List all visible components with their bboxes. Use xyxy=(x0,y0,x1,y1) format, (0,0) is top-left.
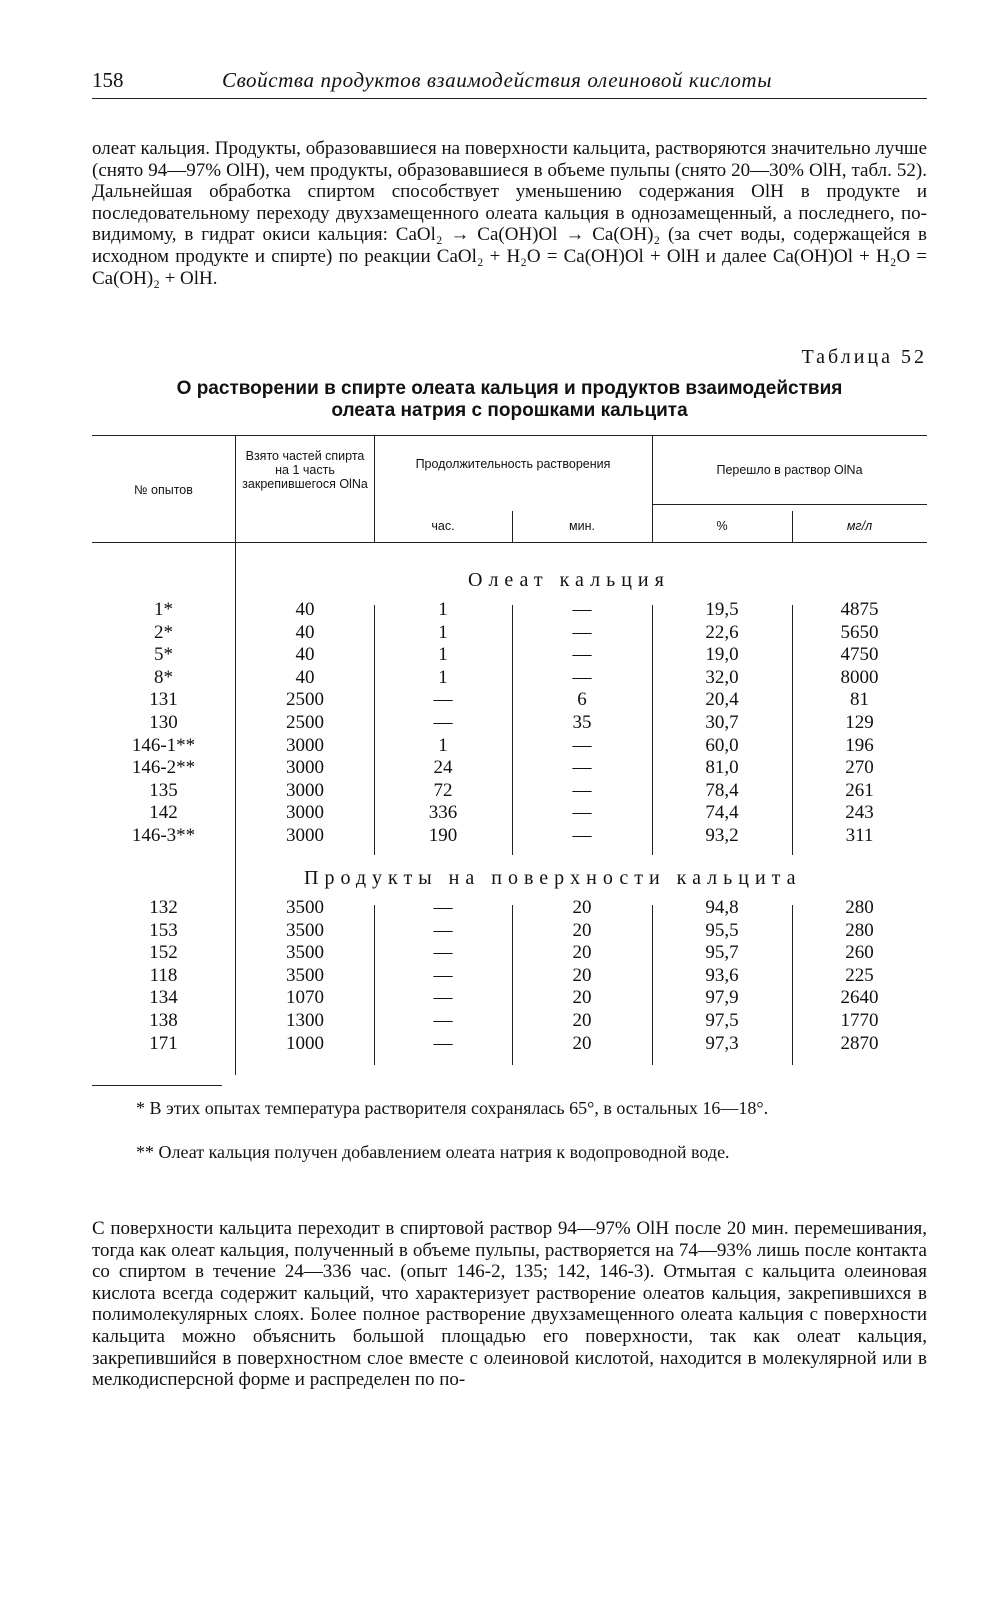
cell-hours: — xyxy=(433,919,453,941)
cell-hours: — xyxy=(433,987,453,1009)
cell-hours: — xyxy=(433,942,453,964)
cell-percent: 60,0 xyxy=(705,734,739,756)
cell-minutes: 20 xyxy=(572,942,592,964)
header-dissolved: Перешло в раствор OlNa xyxy=(716,463,863,477)
cell-mgl: 261 xyxy=(845,779,874,801)
section-label-calcium-oleate: Олеат кальция xyxy=(468,569,670,591)
cell-experiment: 5* xyxy=(154,644,173,666)
cell-hours: — xyxy=(433,964,453,986)
cell-hours: — xyxy=(433,897,453,918)
cell-mgl: 311 xyxy=(845,824,874,846)
cell-minutes: — xyxy=(572,802,592,824)
running-head xyxy=(92,64,927,99)
cell-percent: 32,0 xyxy=(705,666,739,688)
cell-percent: 93,2 xyxy=(705,824,739,846)
cell-mgl: 270 xyxy=(845,757,874,779)
cell-parts: 40 xyxy=(295,621,315,643)
cell-parts: 3000 xyxy=(286,779,324,801)
paragraph-discussion: С поверхности кальцита переходит в спиртовой раствор 94—97% OlH после 20 мин. перемешивания, тогда как олеат кальция, полученный в объеме пульпы, растворяется на 74—93% лишь после контакта со спиртом в течение 24—336 час. (опыт 146-2, 135; 142, 146-3). Отмытая с кальцита олеиновая кислота всегда содержит кальций, что характеризует растворение олеатов кальция, закрепившихся в полимолекулярных слоях. Более полное растворение двухзамещенного олеата кальция с поверхности кальцита можно объяснить большой площадью его поверхности, так как олеат кальция, закрепившийся в поверхностном слое вместе с олеиновой кислотой, находится в молекулярной или в мелкодисперсной форме и распределен по по- xyxy=(92,1218,927,1391)
column-minutes xyxy=(512,599,652,848)
running-title: Свойства продуктов взаимодействия олеиновой кислоты xyxy=(222,68,773,92)
table-header-rule xyxy=(92,542,927,543)
cell-experiment: 138 xyxy=(149,1009,178,1031)
cell-minutes: — xyxy=(572,757,592,779)
footnote-2: ** Олеат кальция получен добавлением олеата натрия к водопроводной воде. xyxy=(136,1142,730,1162)
header-experiments: № опытов xyxy=(134,483,193,497)
cell-minutes: — xyxy=(572,824,592,846)
section-label-surface-products: Продукты на поверхности кальцита xyxy=(304,867,802,889)
footnote-rule xyxy=(92,1085,222,1086)
cell-parts: 1000 xyxy=(286,1032,324,1054)
cell-experiment: 146-1** xyxy=(131,734,196,756)
cell-minutes: 20 xyxy=(572,987,592,1009)
column-mgl xyxy=(792,897,927,1055)
cell-experiment: 142 xyxy=(149,802,178,824)
cell-mgl: 243 xyxy=(845,802,874,824)
cell-parts: 40 xyxy=(295,644,315,666)
cell-percent: 30,7 xyxy=(705,711,739,733)
cell-minutes: 6 xyxy=(577,689,587,711)
cell-mgl: 81 xyxy=(850,689,869,711)
cell-minutes: — xyxy=(572,734,592,756)
cell-parts: 2500 xyxy=(286,689,324,711)
cell-experiment: 134 xyxy=(149,987,178,1009)
cell-percent: 93,6 xyxy=(705,964,739,986)
cell-experiment: 131 xyxy=(149,689,178,711)
cell-parts: 40 xyxy=(295,599,315,620)
cell-experiment: 130 xyxy=(149,711,178,733)
cell-parts: 3500 xyxy=(286,964,324,986)
cell-percent: 22,6 xyxy=(705,621,739,643)
cell-mgl: 5650 xyxy=(840,621,879,643)
cell-mgl: 2640 xyxy=(840,987,879,1009)
cell-percent: 19,0 xyxy=(705,644,739,666)
column-parts xyxy=(242,897,368,1055)
cell-experiment: 146-3** xyxy=(131,824,196,846)
cell-mgl: 129 xyxy=(845,711,874,733)
column-percent xyxy=(652,897,792,1055)
cell-minutes: 35 xyxy=(572,711,592,733)
cell-mgl: 225 xyxy=(845,964,874,986)
cell-minutes: — xyxy=(572,644,592,666)
column-experiments xyxy=(92,599,235,848)
paragraph-intro: олеат кальция. Продукты, образовавшиеся на поверхности кальцита, растворяются значительно лучше (снято 94—97% OlH), чем продукты, образовавшиеся в объеме пульпы (снято 20—30% OlH, табл. 52). Дальнейшая обработка спиртом способствует уменьшению содержания OlH в продукте и последовательному переходу двухзамещенного олеата кальция в однозамещенный, а последнего, по-видимому, в гидрат окиси кальция: CaOl₂ → Ca(OH)Ol → Ca(OH)₂ (за счет воды, содержащейся в исходном продукте и спирте) по реакции CaOl₂ + H₂O = Ca(OH)Ol + OlH и далее Ca(OH)Ol + H₂O = Ca(OH)₂ + OlH. xyxy=(92,138,927,289)
cell-percent: 20,4 xyxy=(705,689,739,711)
header-percent: % xyxy=(716,519,728,533)
cell-percent: 95,5 xyxy=(705,919,739,941)
cell-experiment: 152 xyxy=(149,942,178,964)
cell-mgl: 196 xyxy=(845,734,874,756)
cell-percent: 94,8 xyxy=(705,897,739,918)
column-minutes xyxy=(512,897,652,1055)
column-mgl xyxy=(792,599,927,848)
cell-hours: 1 xyxy=(438,666,448,688)
cell-mgl: 2870 xyxy=(840,1032,879,1054)
cell-parts: 3000 xyxy=(286,824,324,846)
cell-hours: 1 xyxy=(438,644,448,666)
cell-minutes: — xyxy=(572,779,592,801)
column-experiments xyxy=(92,897,235,1055)
column-percent xyxy=(652,599,792,848)
data-table xyxy=(92,435,927,1075)
cell-mgl: 4875 xyxy=(840,599,879,620)
cell-percent: 74,4 xyxy=(705,802,739,824)
cell-experiment: 153 xyxy=(149,919,178,941)
cell-percent: 97,9 xyxy=(705,987,739,1009)
cell-hours: — xyxy=(433,1032,453,1054)
cell-percent: 97,3 xyxy=(705,1032,739,1054)
cell-hours: 190 xyxy=(428,824,458,846)
cell-hours: 1 xyxy=(438,599,448,620)
cell-parts: 3000 xyxy=(286,802,324,824)
cell-parts: 3000 xyxy=(286,734,324,756)
cell-parts: 3000 xyxy=(286,757,324,779)
cell-mgl: 1770 xyxy=(840,1009,879,1031)
table-title xyxy=(92,378,927,422)
cell-parts: 3500 xyxy=(286,942,324,964)
header-hours: час. xyxy=(431,519,455,533)
column-hours xyxy=(374,897,512,1055)
cell-hours: 72 xyxy=(433,779,453,801)
cell-minutes: 20 xyxy=(572,897,592,918)
col-divider-1 xyxy=(235,435,236,1075)
table-label: Таблица 52 xyxy=(801,346,927,368)
cell-minutes: — xyxy=(572,621,592,643)
cell-percent: 78,4 xyxy=(705,779,739,801)
cell-percent: 95,7 xyxy=(705,942,739,964)
cell-minutes: — xyxy=(572,599,592,620)
cell-minutes: 20 xyxy=(572,919,592,941)
cell-mgl: 4750 xyxy=(840,644,879,666)
cell-mgl: 260 xyxy=(845,942,874,964)
header-minutes: мин. xyxy=(569,519,595,533)
header-parts: Взято частей спирта на 1 часть закрепившегося OlNa xyxy=(242,449,368,491)
cell-hours: — xyxy=(433,711,453,733)
cell-percent: 81,0 xyxy=(705,757,739,779)
cell-hours: 336 xyxy=(428,802,458,824)
cell-hours: 1 xyxy=(438,621,448,643)
column-parts xyxy=(242,599,368,848)
cell-hours: 1 xyxy=(438,734,448,756)
cell-hours: 24 xyxy=(433,757,453,779)
table-title-line-1: О растворении в спирте олеата кальция и продуктов взаимодействия xyxy=(176,378,843,399)
cell-mgl: 280 xyxy=(845,897,874,918)
cell-parts: 1300 xyxy=(286,1009,324,1031)
cell-experiment: 132 xyxy=(149,897,178,918)
column-hours xyxy=(374,599,512,848)
cell-experiment: 146-2** xyxy=(131,757,196,779)
header-mgl: мг/л xyxy=(846,519,873,533)
cell-experiment: 135 xyxy=(149,779,178,801)
page-number: 158 xyxy=(92,68,124,92)
cell-parts: 3500 xyxy=(286,897,324,918)
cell-minutes: 20 xyxy=(572,1032,592,1054)
cell-minutes: 20 xyxy=(572,1009,592,1031)
cell-experiment: 171 xyxy=(149,1032,178,1054)
cell-hours: — xyxy=(433,689,453,711)
header-duration: Продолжительность растворения xyxy=(415,457,611,471)
cell-parts: 40 xyxy=(295,666,315,688)
cell-mgl: 8000 xyxy=(840,666,879,688)
cell-experiment: 118 xyxy=(149,964,178,986)
cell-parts: 2500 xyxy=(286,711,324,733)
header-subrule-dissolved xyxy=(652,504,927,505)
cell-parts: 1070 xyxy=(286,987,324,1009)
cell-minutes: 20 xyxy=(572,964,592,986)
cell-percent: 97,5 xyxy=(705,1009,739,1031)
cell-mgl: 280 xyxy=(845,919,874,941)
cell-minutes: — xyxy=(572,666,592,688)
table-title-line-2: олеата натрия с порошками кальцита xyxy=(331,400,688,421)
table-top-rule xyxy=(92,435,927,436)
cell-hours: — xyxy=(433,1009,453,1031)
footnote-1: * В этих опытах температура растворителя сохранялась 65°, в остальных 16—18°. xyxy=(136,1098,769,1118)
cell-experiment: 2* xyxy=(154,621,173,643)
cell-experiment: 8* xyxy=(154,666,173,688)
cell-experiment: 1* xyxy=(154,599,173,620)
cell-parts: 3500 xyxy=(286,919,324,941)
cell-percent: 19,5 xyxy=(705,599,739,620)
